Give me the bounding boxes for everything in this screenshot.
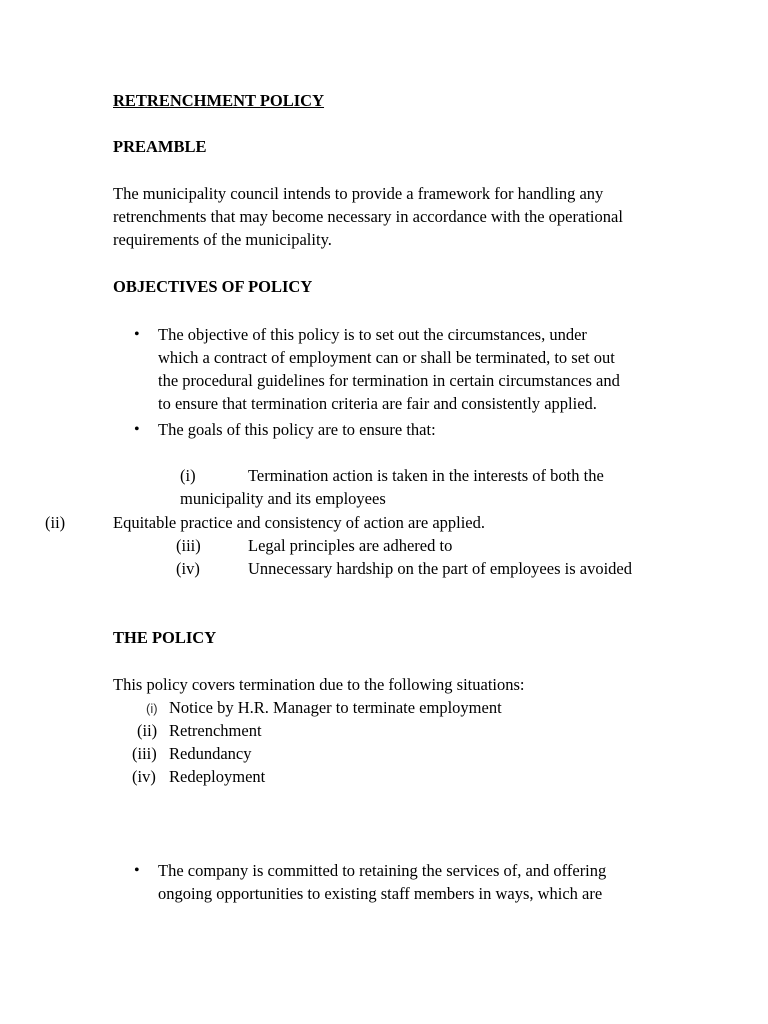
page-title: RETRENCHMENT POLICY — [113, 91, 325, 110]
situation-number-3: (iii) — [132, 744, 157, 763]
situation-number-2: (ii) — [137, 721, 158, 740]
situation-text-2: Retrenchment — [169, 721, 262, 740]
preamble-line-3: requirements of the municipality. — [113, 230, 332, 249]
objective-line-4: to ensure that termination criteria are fair and consistently applied. — [158, 394, 597, 413]
objective-line-1: The objective of this policy is to set out the circumstances, under — [158, 325, 587, 344]
policy-bullet-line-2: ongoing opportunities to existing staff members in ways, which are — [158, 884, 603, 903]
preamble-line-2: retrenchments that may become necessary in accordance with the operational — [113, 207, 623, 226]
goal-text-1: Termination action is taken in the interests of both the — [248, 466, 604, 485]
goal-text-4: Unnecessary hardship on the part of employees is avoided — [248, 559, 632, 578]
policy-bullet-line-1: The company is committed to retaining the services of, and offering — [158, 861, 607, 880]
situation-text-4: Redeployment — [169, 767, 266, 786]
goals-intro: The goals of this policy are to ensure that: — [158, 420, 436, 439]
policy-intro: This policy covers termination due to the following situations: — [113, 675, 525, 694]
goal-number-3: (iii) — [176, 536, 201, 555]
goal-text-3: Legal principles are adhered to — [248, 536, 453, 555]
objective-line-2: which a contract of employment can or shall be terminated, to set out — [158, 348, 615, 367]
preamble-line-1: The municipality council intends to provide a framework for handling any — [113, 184, 604, 203]
situation-number-1: (i) — [146, 701, 158, 716]
bullet-icon: • — [134, 421, 140, 438]
goal-number-2: (ii) — [45, 513, 66, 532]
bullet-icon: • — [134, 326, 140, 343]
situation-text-1: Notice by H.R. Manager to terminate employment — [169, 698, 502, 717]
goal-number-4: (iv) — [176, 559, 200, 578]
bullet-icon: • — [134, 862, 140, 879]
objectives-heading: OBJECTIVES OF POLICY — [113, 277, 313, 296]
goal-text-2: Equitable practice and consistency of action are applied. — [113, 513, 486, 532]
preamble-heading: PREAMBLE — [113, 137, 207, 156]
policy-heading: THE POLICY — [113, 628, 217, 647]
goal-number-1: (i) — [180, 466, 196, 485]
goal-text-1-cont: municipality and its employees — [180, 489, 386, 508]
situation-text-3: Redundancy — [169, 744, 252, 763]
objective-line-3: the procedural guidelines for termination in certain circumstances and — [158, 371, 620, 390]
situation-number-4: (iv) — [132, 767, 156, 786]
